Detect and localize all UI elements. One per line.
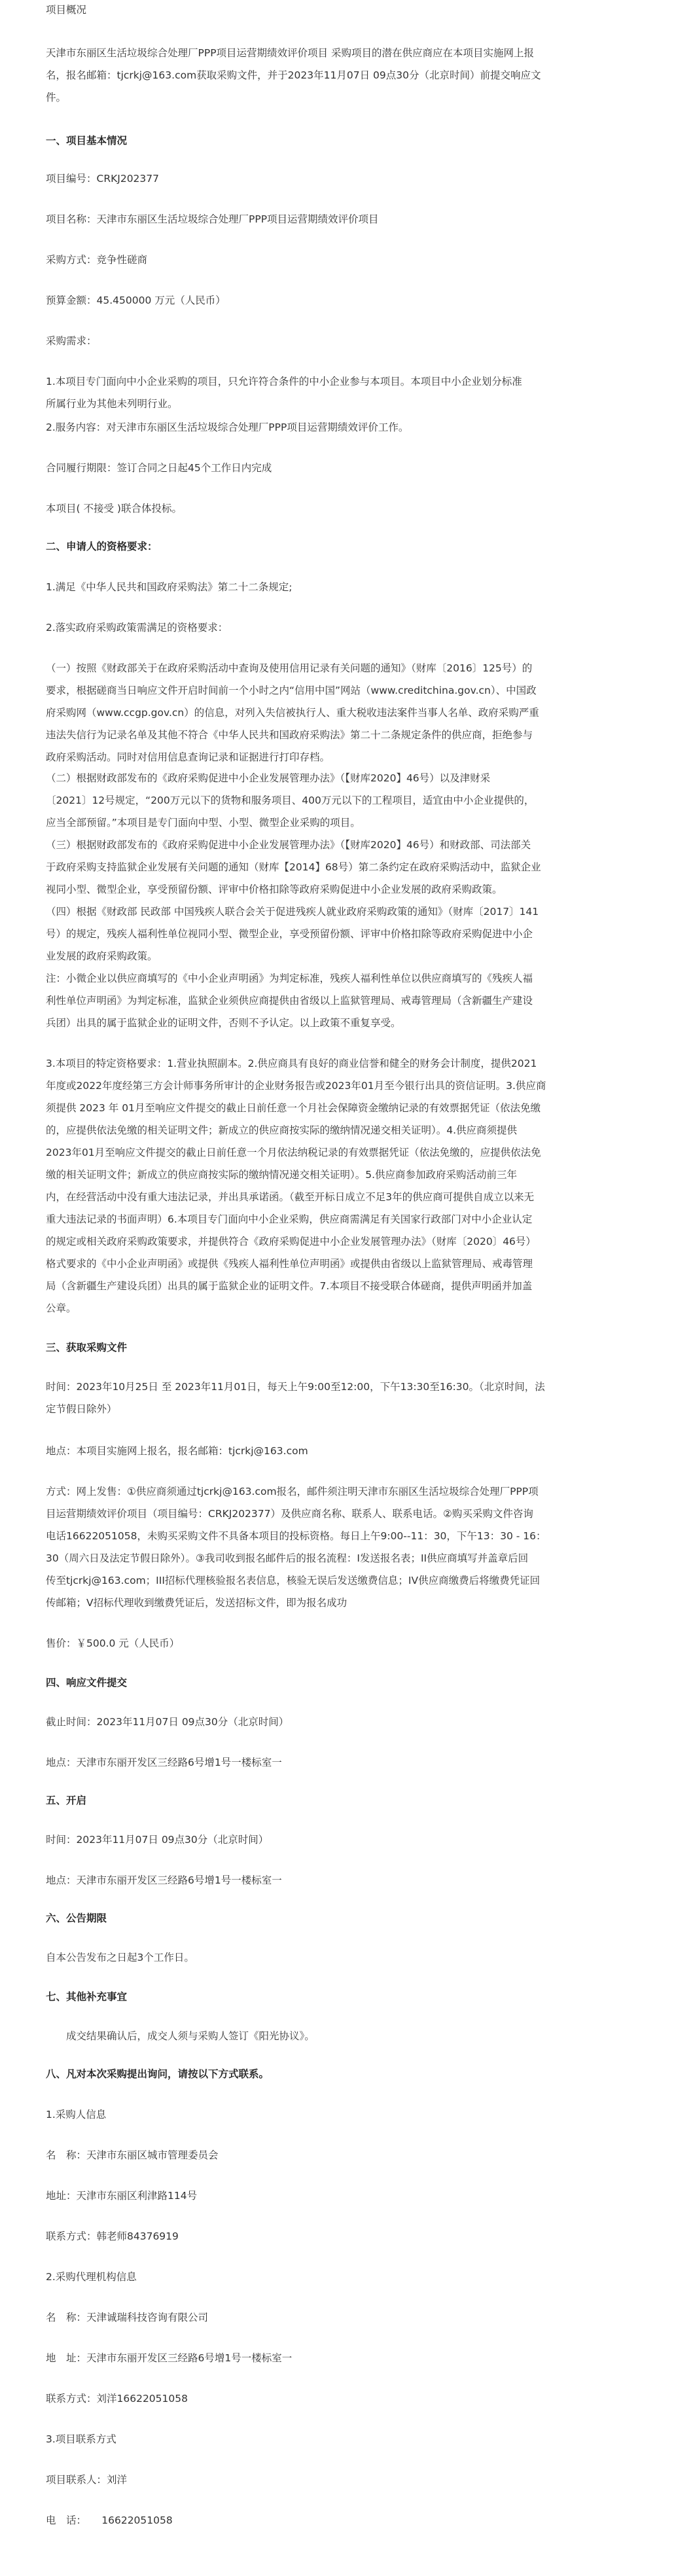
text-line: 利性单位声明函》为判定标准，监狱企业须供应商提供由省级以上监狱管理局、戒毒管理局（含新疆生产建设 [46, 995, 533, 1007]
text-line: 应当全部预留。”本项目是专门面向中型、小型、微型企业采购的项目。 [46, 817, 361, 829]
text-line: 内，在经营活动中没有重大违法记录，并出具承诺函。（截至开标日成立不足3年的供应商可提供自成立以来无 [46, 1191, 535, 1203]
text-line: 联系方式：刘洋16622051058 [46, 2393, 188, 2405]
text-line: 违法失信行为记录名单及其他不符合《中华人民共和国政府采购法》第二十二条规定条件的供应商，拒绝参与 [46, 729, 533, 741]
text-line: （四）根据《财政部 民政部 中国残疾人联合会关于促进残疾人就业政府采购政策的通知》（财库〔2017〕141 [46, 906, 539, 918]
text-line: 名，报名邮箱：tjcrkj@163.com获取采购文件，并于2023年11月07日 09点30分（北京时间）前提交响应文 [46, 69, 541, 81]
text-line: 府采购网（www.ccgp.gov.cn）的信息，对列入失信被执行人、重大税收违法案件当事人名单、政府采购严重 [46, 707, 539, 719]
text-line: 自本公告发布之日起3个工作日。 [46, 1952, 194, 1963]
text-line: 视同小型、微型企业，享受预留份额、评审中价格扣除等政府采购促进中小企业发展的政府采购政策。 [46, 884, 503, 895]
text-line: 格式要求的《中小企业声明函》或提供《残疾人福利性单位声明函》或提供由省级以上监狱管理局、戒毒管理 [46, 1258, 533, 1270]
text-line: 政府采购活动。同时对信用信息查询记录和证据进行打印存档。 [46, 751, 330, 763]
text-line: 须提供 2023 年 01月至响应文件提交的截止日前任意一个月社会保障资金缴纳记录的有效票据凭证（依法免缴 [46, 1102, 541, 1114]
text-line: 预算金额：45.450000 万元（人民币） [46, 295, 226, 306]
text-line: 件。 [46, 92, 67, 103]
text-line: 1.满足《中华人民共和国政府采购法》第二十二条规定; [46, 581, 293, 593]
text-line: 截止时间：2023年11月07日 09点30分（北京时间） [46, 1716, 289, 1728]
text-line: 2.落实政府采购政策需满足的资格要求： [46, 622, 228, 634]
text-line: 项目联系人：刘洋 [46, 2474, 128, 2486]
text-line: 缴的相关证明文件；新成立的供应商按实际的缴纳情况递交相关证明）。5.供应商参加政府采购活动前三年 [46, 1169, 518, 1181]
text-line: 的，应提供依法免缴的相关证明文件；新成立的供应商按实际的缴纳情况递交相关证明）。4.供应商须提供 [46, 1124, 518, 1136]
text-line: 电话16622051058，未购买采购文件不具备本项目的投标资格。每日上午9:00--11：30，下午13：30 - 16： [46, 1530, 546, 1542]
section-heading: 二、申请人的资格要求： [46, 541, 158, 552]
text-line: 30（周六日及法定节假日除外）。③我司收到报名邮件后的报名流程：I发送报名表；II供应商填写并盖章后回 [46, 1552, 529, 1564]
text-line: 于政府采购支持监狱企业发展有关问题的通知（财库【2014】68号）第二条约定在政府采购活动中，监狱企业 [46, 861, 541, 873]
text-line: 时间：2023年11月07日 09点30分（北京时间） [46, 1834, 269, 1846]
text-line: 方式：网上发售：①供应商须通过tjcrkj@163.com报名，邮件须注明天津市东丽区生活垃圾综合处理厂PPP项 [46, 1486, 539, 1497]
text-line: （三）根据财政部发布的《政府采购促进中小企业发展管理办法》（【财库2020】46号）和财政部、司法部关 [46, 839, 531, 851]
text-line: 项目名称：天津市东丽区生活垃圾综合处理厂PPP项目运营期绩效评价项目 [46, 213, 379, 225]
text-line: 电 话： 16622051058 [46, 2514, 173, 2526]
text-line: 采购需求： [46, 335, 97, 347]
text-line: 3.项目联系方式 [46, 2433, 116, 2445]
text-line: （二）根据财政部发布的《政府采购促进中小企业发展管理办法》（【财库2020】46号）以及津财采 [46, 772, 491, 784]
text-line: （一）按照《财政部关于在政府采购活动中查询及使用信用记录有关问题的通知》（财库〔2016〕125号）的 [46, 662, 533, 674]
section-heading: 三、获取采购文件 [46, 1342, 128, 1353]
text-line: 要求，根据磋商当日响应文件开启时间前一个小时之内“信用中国”网站（www.creditchina.gov.cn）、中国政 [46, 685, 537, 696]
text-line: 地点：天津市东丽开发区三经路6号增1号一楼标室一 [46, 1874, 282, 1886]
text-line: 业发展的政府采购政策。 [46, 950, 158, 962]
text-line: 兵团）出具的属于监狱企业的证明文件，否则不予认定。以上政策不重复享受。 [46, 1017, 401, 1029]
text-line: 名 称：天津市东丽区城市管理委员会 [46, 2149, 219, 2161]
section-heading: 五、开启 [46, 1795, 87, 1806]
text-line: 项目编号：CRKJ202377 [46, 173, 159, 185]
text-line: 售价：￥500.0 元（人民币） [46, 1637, 180, 1649]
text-line: 定节假日除外） [46, 1403, 117, 1415]
text-line: 成交结果确认后，成交人须与采购人签订《阳光协议》。 [46, 2030, 315, 2042]
text-line: 公章。 [46, 1302, 77, 1314]
text-line: 注：小微企业以供应商填写的《中小企业声明函》为判定标准，残疾人福利性单位以供应商填写的《残疾人福 [46, 973, 533, 984]
text-line: 名 称：天津诚瑞科技咨询有限公司 [46, 2312, 209, 2323]
text-line: 天津市东丽区生活垃圾综合处理厂PPP项目运营期绩效评价项目 采购项目的潜在供应商应在本项目实施网上报 [46, 47, 534, 59]
text-line: 2.服务内容：对天津市东丽区生活垃圾综合处理厂PPP项目运营期绩效评价工作。 [46, 421, 409, 433]
text-line: 重大违法记录的书面声明）6.本项目专门面向中小企业采购，供应商需满足有关国家行政部门对中小企业认定 [46, 1213, 533, 1225]
text-line: 地 址：天津市东丽开发区三经路6号增1号一楼标室一 [46, 2352, 293, 2364]
text-line: 本项目( 不接受 )联合体投标。 [46, 503, 182, 514]
text-line: 1.本项目专门面向中小企业采购的项目，只允许符合条件的中小企业参与本项目。本项目中小企业划分标准 [46, 376, 522, 387]
section-heading: 八、凡对本次采购提出询问，请按以下方式联系。 [46, 2068, 270, 2080]
section-heading: 七、其他补充事宜 [46, 1991, 128, 2003]
text-line: 地点：天津市东丽开发区三经路6号增1号一楼标室一 [46, 1757, 282, 1768]
text-line: 局（含新疆生产建设兵团）出具的属于监狱企业的证明文件。7.本项目不接受联合体磋商，提供声明函并加盖 [46, 1280, 533, 1292]
section-heading: 一、项目基本情况 [46, 135, 128, 147]
text-line: 2023年01月至响应文件提交的截止日前任意一个月依法纳税记录的有效票据凭证（依法免缴的，应提供依法免 [46, 1147, 541, 1158]
text-line: 的规定或相关政府采购政策要求，并提供符合《政府采购促进中小企业发展管理办法》（财库〔2020〕46号） [46, 1236, 536, 1247]
text-line: 3.本项目的特定资格要求：1.营业执照副本。2.供应商具有良好的商业信誉和健全的财务会计制度，提供2021 [46, 1058, 537, 1069]
text-line: 传至tjcrkj@163.com；III招标代理核验报名表信息，核验无误后发送缴费信息；IV供应商缴费后将缴费凭证回 [46, 1575, 541, 1586]
section-heading: 四、响应文件提交 [46, 1677, 128, 1689]
text-line: 目运营期绩效评价项目（项目编号：CRKJ202377）及供应商名称、联系人、联系电话。②购买采购文件咨询 [46, 1508, 533, 1520]
section-heading: 六、公告期限 [46, 1912, 107, 1924]
text-line: 项目概况 [46, 4, 87, 16]
text-line: 采购方式：竞争性磋商 [46, 254, 148, 266]
text-line: 1.采购人信息 [46, 2109, 107, 2120]
text-line: 合同履行期限：签订合同之日起45个工作日内完成 [46, 462, 272, 474]
text-line: 号）的规定，残疾人福利性单位视同小型、微型企业，享受预留份额、评审中价格扣除等政府采购促进中小企 [46, 928, 533, 940]
text-line: 2.采购代理机构信息 [46, 2271, 137, 2283]
text-line: 联系方式：韩老师84376919 [46, 2230, 179, 2242]
text-line: 传邮箱；V招标代理收到缴费凭证后，发送招标文件，即为报名成功 [46, 1597, 347, 1609]
text-line: 〔2021〕12号规定，“200万元以下的货物和服务项目、400万元以下的工程项目，适宜由中小企业提供的， [46, 795, 535, 806]
text-line: 年度或2022年度经第三方会计师事务所审计的企业财务报告或2023年01月至今银行出具的资信证明。3.供应商 [46, 1080, 546, 1092]
text-line: 所属行业为其他未列明行业。 [46, 398, 178, 410]
text-line: 地址：天津市东丽区利津路114号 [46, 2190, 198, 2202]
text-line: 时间：2023年10月25日 至 2023年11月01日，每天上午9:00至12:00，下午13:30至16:30。（北京时间，法 [46, 1381, 545, 1393]
text-line: 地点：本项目实施网上报名，报名邮箱：tjcrkj@163.com [46, 1445, 308, 1457]
